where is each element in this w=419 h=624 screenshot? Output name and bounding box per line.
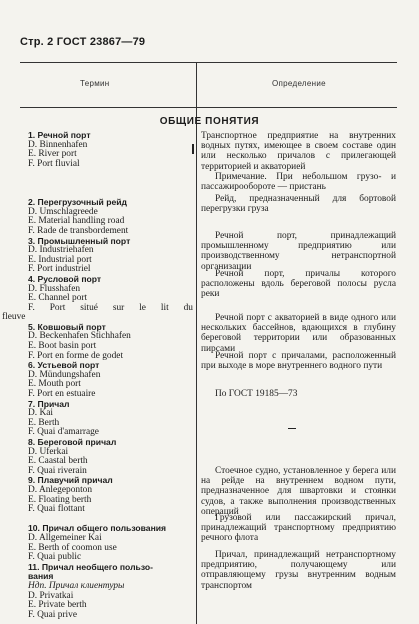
definitions-column-header: Определение	[272, 79, 326, 88]
term-line: D. Kai	[28, 408, 53, 419]
term-line: D. Umschlagreede	[28, 206, 98, 217]
term-line: E. Mouth port	[28, 379, 81, 390]
dash-placeholder	[288, 428, 296, 429]
term-line: E. Boot basin port	[28, 341, 97, 352]
term-line	[28, 304, 193, 314]
term-line: F. Quai flottant	[28, 504, 85, 515]
term-line: D. Uferkai	[28, 446, 69, 457]
term-heading: 2. Перегрузочный рейд	[28, 197, 127, 208]
term-line: D. Binnenhafen	[28, 139, 88, 150]
terms-column-header: Термин	[80, 79, 110, 88]
term-line: F. Port en estuaire	[28, 389, 96, 400]
margin-mark	[192, 144, 194, 154]
term-spacer	[28, 169, 193, 179]
definition-9: Стоечное судно, установленное у берега или на рейде на внутреннем водном пути, предназначенное для швартовки и стоянки судов, а также выполнения производственных операций	[201, 466, 396, 517]
term-line: D. Industriehafen	[28, 245, 94, 256]
term-line: E. Caastal berth	[28, 456, 88, 467]
term-line: fleuve	[2, 312, 26, 323]
definition-1-note: Примечание. При небольшом грузо- и пассажирообороте — пристань	[201, 171, 396, 193]
term-word: du	[183, 302, 193, 313]
term-line: Ндп. Причал клиентуры	[28, 580, 125, 591]
term-line: D. Allgemeiner Kai	[28, 532, 102, 543]
term-heading: 9. Плавучий причал	[28, 475, 113, 486]
term-line: E. Berth	[28, 417, 60, 428]
term-line: E. Channel port	[28, 293, 88, 304]
page-header: Стр. 2 ГОСТ 23867—79	[20, 36, 146, 48]
definition-2: Рейд, предназначенный для бортовой перегрузки груза	[201, 194, 396, 215]
definition-4: Речной порт, причалы которого расположены вдоль береговой полосы русла реки	[201, 269, 396, 300]
column-divider	[196, 62, 197, 624]
term-line: E. Berth of coomon use	[28, 542, 117, 553]
term-line: D. Anlegeponton	[28, 484, 93, 495]
term-line: E. Material handling road	[28, 216, 125, 227]
table-header-rule	[20, 107, 397, 108]
terms-column	[2, 130, 193, 620]
term-word: le	[139, 302, 146, 313]
definition-10: Грузовой или пассажирский причал, принадлежащий транспортному предприятию речного флота	[201, 513, 396, 544]
term-heading: 8. Береговой причал	[28, 437, 117, 447]
definition-1-text: Транспортное предприятие на внутренних водных путях, имеющее в своем составе один или несколько причалов с прилегающей территорией и акваторией	[201, 131, 396, 172]
term-word: F.	[28, 302, 35, 313]
term-line: E. River port	[28, 149, 77, 160]
term-line: D. Beckenhafen Stichhafen	[28, 331, 131, 342]
term-word: sur	[112, 302, 125, 313]
term-line: F. Quai riverain	[28, 465, 87, 476]
term-word: lit	[160, 302, 169, 313]
definition-1-block	[201, 131, 396, 192]
definition-11: Причал, принадлежащий нетранспортному предприятию, получающему или отправляющему грузы внутренним водным транспортом	[201, 550, 396, 591]
term-line: F. Rade de transbordement	[28, 225, 129, 236]
term-line: E. Private berth	[28, 600, 87, 611]
term-word: situé	[80, 302, 98, 313]
definition-3: Речной порт, принадлежащий промышленному предприятию или производственному нетранспортной организации	[201, 231, 396, 272]
term-line: F. Port fluvial	[28, 158, 80, 169]
term-heading: 1. Речной порт	[28, 130, 91, 140]
term-heading: 7. Причал	[28, 398, 70, 409]
term-heading: 11. Причал необщего пользо-	[28, 561, 153, 572]
definition-7: По ГОСТ 19185—73	[215, 389, 298, 399]
term-line: F. Port en forme de godet	[28, 350, 124, 361]
term-heading: 5. Ковшовый порт	[28, 321, 106, 332]
term-spacer	[28, 179, 193, 189]
term-line: F. Quai d'amarrage	[28, 427, 99, 438]
term-heading: 3. Промышленный порт	[28, 235, 131, 246]
term-heading: вания	[28, 571, 54, 582]
term-line: D. Flusshafen	[28, 283, 81, 294]
table-top-rule	[20, 62, 397, 63]
term-heading: 6. Устьевой порт	[28, 360, 100, 371]
term-heading: 4. Русловой порт	[28, 273, 102, 284]
term-line: F. Port industriel	[28, 264, 91, 275]
term-heading: 10. Причал общего пользования	[28, 523, 167, 534]
term-line: F. Quai prive	[28, 609, 77, 620]
term-line: D. Mündungshafen	[28, 369, 101, 380]
definition-6: Речной порт с причалами, расположенный при выходе в море внутреннего водного пути	[201, 351, 396, 372]
definition-5: Речной порт с акваторией в виде одного или нескольких бассейнов, вдающихся в глубину береговой территории или образованных пирсами	[201, 313, 396, 354]
term-line: F. Quai public	[28, 552, 82, 563]
section-title: ОБЩИЕ ПОНЯТИЯ	[159, 116, 260, 127]
term-line: E. Floating berth	[28, 494, 92, 505]
term-line: D. Privatkai	[28, 590, 74, 601]
term-word: Port	[49, 302, 66, 313]
term-line: E. Industrial port	[28, 254, 92, 265]
